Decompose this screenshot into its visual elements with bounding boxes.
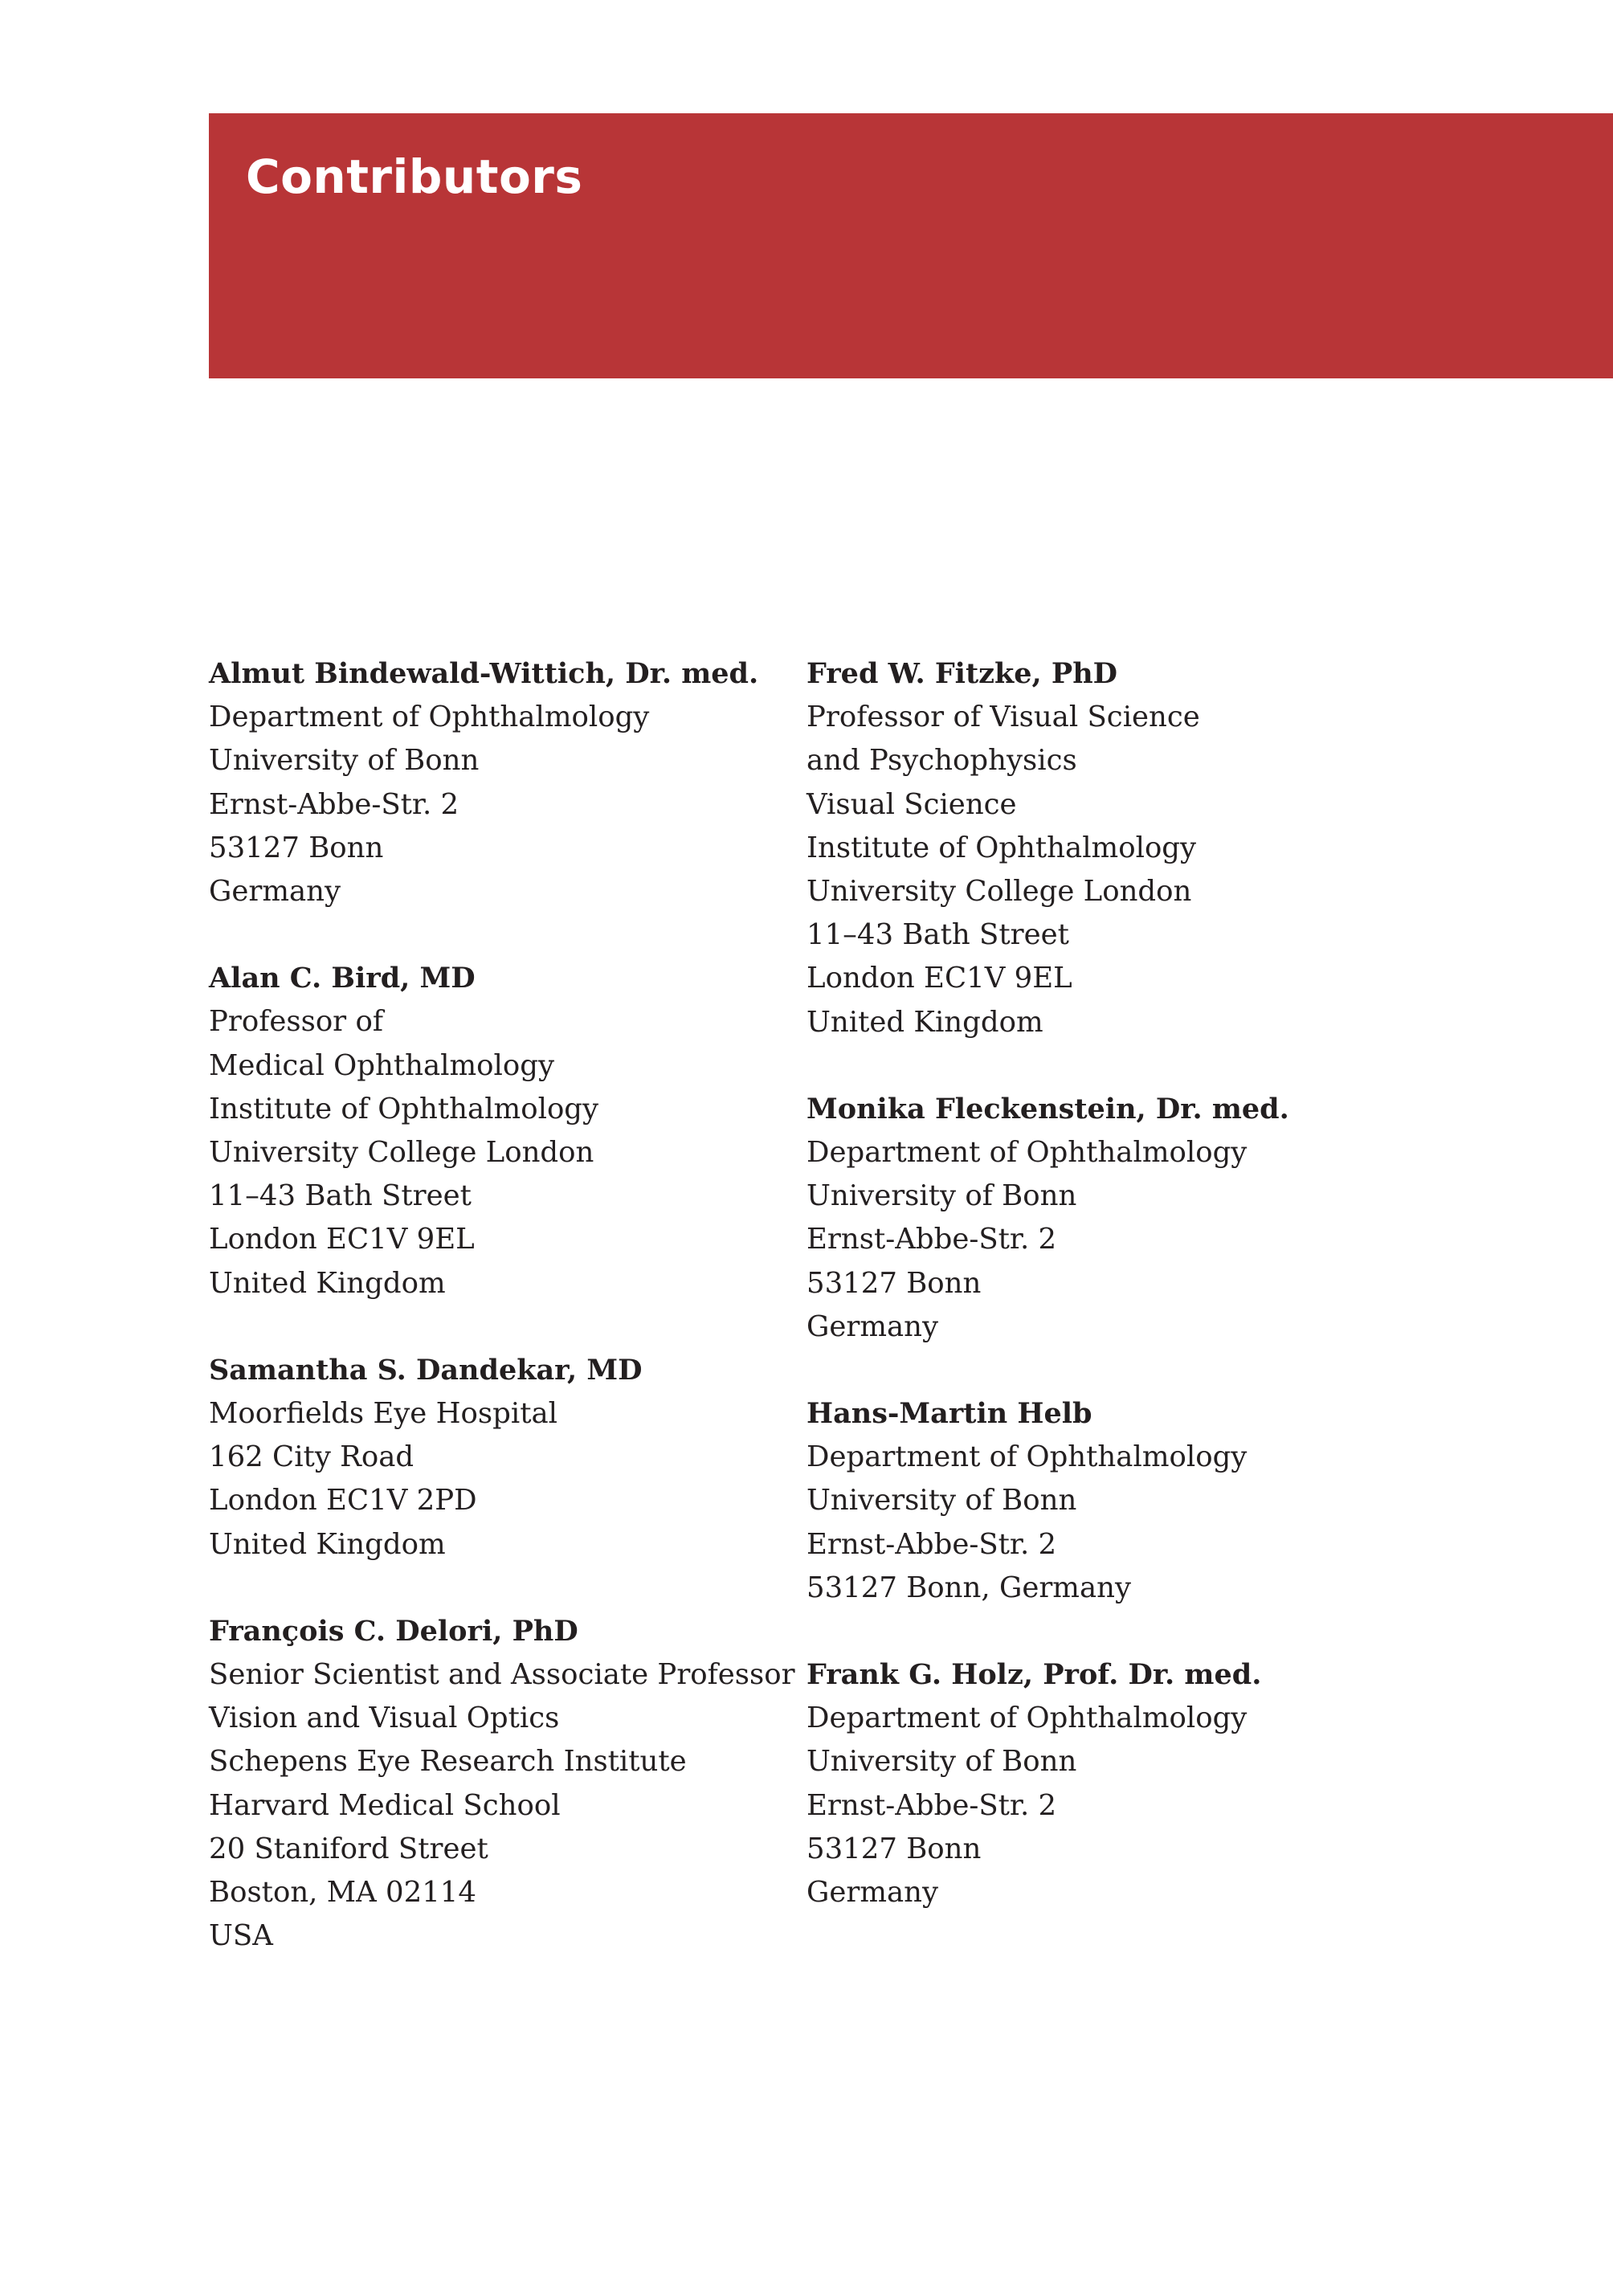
contributor-name: Alan C. Bird, MD [209, 962, 476, 995]
contributor-entry [209, 957, 803, 1305]
contributor-name: Samantha S. Dandekar, MD [209, 1353, 643, 1387]
header-band [209, 113, 1613, 378]
contributor-entry [806, 1088, 1401, 1349]
contributor-affiliation-line: Ernst-Abbe-Str. 2 [209, 787, 459, 821]
contributor-affiliation-line: Germany [806, 1876, 939, 1910]
contributor-affiliation-line: Germany [806, 1309, 939, 1343]
contributor-name: Frank G. Holz, Prof. Dr. med. [806, 1658, 1262, 1692]
contributor-entry [806, 652, 1401, 1044]
contributor-entry [806, 1392, 1401, 1610]
contributor-affiliation-line: University of Bonn [806, 1745, 1077, 1779]
contributor-affiliation-line: Institute of Ophthalmology [209, 1092, 599, 1126]
contributor-affiliation-line: 53127 Bonn [806, 1266, 982, 1300]
contributor-affiliation-line: University of Bonn [209, 744, 480, 778]
contributor-affiliation-line: United Kingdom [209, 1266, 446, 1300]
contributor-affiliation-line: London EC1V 2PD [209, 1484, 477, 1518]
contributor-affiliation-line: 11–43 Bath Street [209, 1179, 472, 1213]
contributor-affiliation-line: London EC1V 9EL [806, 962, 1072, 995]
contributor-entry [806, 1653, 1401, 1914]
contributor-affiliation-line: Medical Ophthalmology [209, 1048, 555, 1082]
contributor-affiliation-line: 20 Staniford Street [209, 1832, 488, 1865]
contributor-affiliation-line: University College London [806, 875, 1192, 909]
contributor-affiliation-line: University of Bonn [806, 1179, 1077, 1213]
contributor-entry [209, 1610, 803, 1959]
contributor-affiliation-line: Ernst-Abbe-Str. 2 [806, 1223, 1057, 1256]
contributor-affiliation-line: United Kingdom [209, 1527, 446, 1561]
contributor-affiliation-line: 11–43 Bath Street [806, 918, 1069, 952]
contributor-affiliation-line: Moorfields Eye Hospital [209, 1397, 558, 1431]
contributor-name: Hans-Martin Helb [806, 1397, 1092, 1431]
contributor-affiliation-line: Ernst-Abbe-Str. 2 [806, 1788, 1057, 1822]
contributor-affiliation-line: Department of Ophthalmology [806, 1702, 1248, 1735]
contributor-affiliation-line: Department of Ophthalmology [209, 701, 650, 734]
contributor-affiliation-line: University of Bonn [806, 1484, 1077, 1518]
contributor-affiliation-line: 53127 Bonn [806, 1832, 982, 1865]
contributor-name: Monika Fleckenstein, Dr. med. [806, 1092, 1289, 1126]
contributor-name: Almut Bindewald-Wittich, Dr. med. [209, 657, 759, 690]
contributor-affiliation-line: Institute of Ophthalmology [806, 831, 1197, 864]
contributor-affiliation-line: Ernst-Abbe-Str. 2 [806, 1527, 1057, 1561]
contributor-entry [209, 652, 803, 913]
contributor-affiliation-line: 53127 Bonn, Germany [806, 1571, 1132, 1604]
contributor-name: François C. Delori, PhD [209, 1614, 578, 1648]
contributor-affiliation-line: Germany [209, 875, 341, 909]
contributor-affiliation-line: Senior Scientist and Associate Professor [209, 1658, 795, 1692]
contributor-affiliation-line: 162 City Road [209, 1440, 414, 1474]
contributor-affiliation-line: Boston, MA 02114 [209, 1876, 476, 1910]
contributor-name: Fred W. Fitzke, PhD [806, 657, 1118, 690]
contributor-affiliation-line: Harvard Medical School [209, 1788, 561, 1822]
contributor-affiliation-line: Visual Science [806, 787, 1017, 821]
contributor-entry [209, 1349, 803, 1567]
contributor-affiliation-line: Professor of Visual Science [806, 701, 1200, 734]
contributor-affiliation-line: University College London [209, 1136, 594, 1170]
contributor-affiliation-line: and Psychophysics [806, 744, 1077, 778]
contributor-affiliation-line: Schepens Eye Research Institute [209, 1745, 687, 1779]
contributors-column-left [209, 652, 803, 2001]
contributor-affiliation-line: 53127 Bonn [209, 831, 384, 864]
contributor-affiliation-line: London EC1V 9EL [209, 1223, 475, 1256]
contributors-column-right [806, 652, 1401, 1958]
contributor-affiliation-line: Department of Ophthalmology [806, 1440, 1248, 1474]
contributor-affiliation-line: Vision and Visual Optics [209, 1702, 560, 1735]
page-title: Contributors [246, 149, 583, 204]
contributor-affiliation-line: United Kingdom [806, 1005, 1043, 1039]
contributor-affiliation-line: Department of Ophthalmology [806, 1136, 1248, 1170]
contributor-affiliation-line: Professor of [209, 1005, 383, 1039]
contributor-affiliation-line: USA [209, 1919, 273, 1953]
